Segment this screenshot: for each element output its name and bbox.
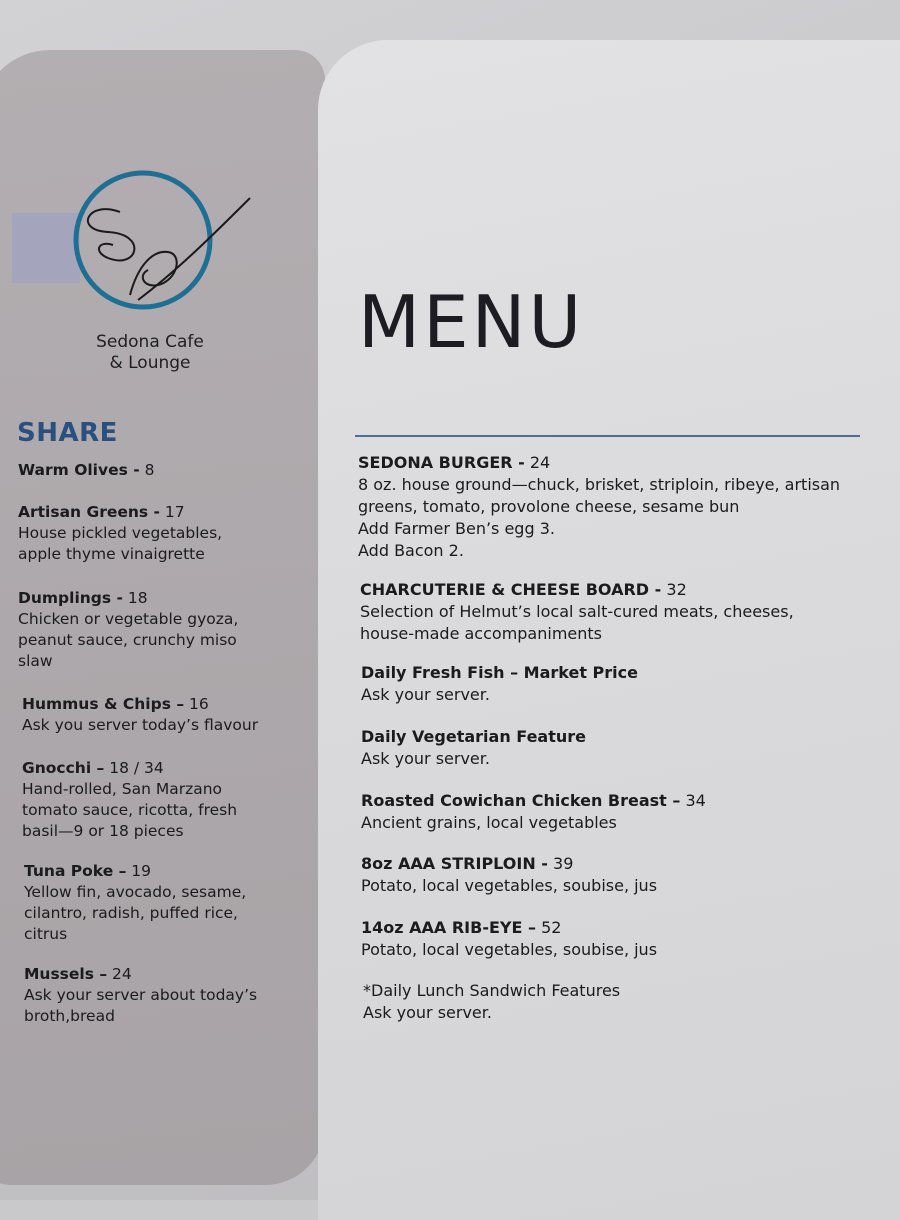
menu-item-heading xyxy=(18,502,222,523)
menu-item xyxy=(361,662,871,706)
menu-item-price: 34 xyxy=(680,791,706,810)
menu-item-heading xyxy=(361,853,871,875)
menu-item-price: 24 xyxy=(524,453,551,472)
menu-item-description: 8 oz. house ground—chuck, brisket, striploin, ribeye, artisan xyxy=(358,475,841,494)
menu-item-heading xyxy=(361,790,871,812)
menu-item xyxy=(22,694,258,736)
menu-item-description: slaw xyxy=(18,652,53,670)
menu-item-price: 16 xyxy=(184,695,209,713)
menu-item-description: Add Bacon 2. xyxy=(358,541,464,560)
menu-item-heading xyxy=(363,980,873,1002)
menu-item-price: 52 xyxy=(535,918,562,937)
menu-item-description: Ask your server about today’s xyxy=(24,986,258,1004)
sedona-logo-icon xyxy=(68,170,258,315)
menu-item-name: Hummus & Chips – xyxy=(22,695,185,713)
menu-item-description: Yellow fin, avocado, sesame, xyxy=(24,883,247,901)
menu-item xyxy=(361,726,871,770)
menu-item-description: tomato sauce, ricotta, fresh xyxy=(22,801,238,819)
menu-item-name: Dumplings - xyxy=(18,589,123,607)
menu-item xyxy=(18,588,238,672)
menu-item-name: Daily Vegetarian Feature xyxy=(361,727,586,746)
brand-line-1: Sedona Cafe xyxy=(96,332,204,352)
menu-item-heading xyxy=(22,758,237,779)
menu-item-name: SEDONA BURGER - xyxy=(358,453,525,472)
menu-item-heading xyxy=(18,588,238,609)
menu-item-heading xyxy=(361,726,871,748)
menu-item-name: 8oz AAA STRIPLOIN - xyxy=(361,854,548,873)
menu-item-description: cilantro, radish, puffed rice, xyxy=(24,904,238,922)
menu-item xyxy=(358,452,868,562)
menu-item xyxy=(24,861,246,945)
menu-item-name: CHARCUTERIE & CHEESE BOARD - xyxy=(360,580,662,599)
menu-item-description: citrus xyxy=(24,925,68,943)
menu-item-description: Ask your server. xyxy=(361,685,490,704)
menu-item-name: Roasted Cowichan Chicken Breast – xyxy=(361,791,681,810)
menu-item-name: Warm Olives - xyxy=(18,461,140,479)
menu-item-heading xyxy=(18,460,154,481)
menu-item-price: 39 xyxy=(547,854,574,873)
menu-item-price: 19 xyxy=(126,862,152,880)
menu-item xyxy=(361,790,871,834)
menu-item-description: Hand-rolled, San Marzano xyxy=(22,780,223,798)
menu-item-description: Ask your server. xyxy=(361,749,490,768)
menu-item-price: *Daily Lunch Sandwich Features xyxy=(363,981,621,1000)
menu-item xyxy=(18,502,222,565)
menu-item xyxy=(363,980,873,1024)
menu-item-description: Selection of Helmut’s local salt-cured meats, cheeses, xyxy=(360,602,794,621)
menu-item-price: 18 / 34 xyxy=(104,759,164,777)
menu-item-description: Ancient grains, local vegetables xyxy=(361,813,617,832)
menu-item-price: 24 xyxy=(107,965,132,983)
menu-item-description: Ask your server. xyxy=(363,1003,492,1022)
menu-item xyxy=(18,460,154,481)
menu-item-heading xyxy=(22,694,258,715)
menu-item-name: Mussels – xyxy=(24,965,108,983)
brand-line-2: & Lounge xyxy=(109,353,191,373)
menu-item-heading xyxy=(361,662,871,684)
menu-item-price: 18 xyxy=(122,589,148,607)
menu-item-heading xyxy=(360,579,870,601)
menu-item-heading xyxy=(24,861,246,882)
share-section-title: SHARE xyxy=(17,418,118,448)
menu-item-description: apple thyme vinaigrette xyxy=(18,545,205,563)
menu-item-description: Potato, local vegetables, soubise, jus xyxy=(361,940,658,959)
menu-item-heading xyxy=(358,452,868,474)
menu-item xyxy=(24,964,257,1027)
menu-item-description: Potato, local vegetables, soubise, jus xyxy=(361,876,658,895)
menu-item-description: Chicken or vegetable gyoza, xyxy=(18,610,239,628)
menu-item xyxy=(361,917,871,961)
menu-item-heading xyxy=(361,917,871,939)
menu-item xyxy=(22,758,237,842)
menu-item-description: peanut sauce, crunchy miso xyxy=(18,631,237,649)
menu-item-price: 32 xyxy=(661,580,687,599)
menu-item-price: 17 xyxy=(159,503,185,521)
menu-item-heading xyxy=(24,964,257,985)
menu-item-description: Ask you server today’s flavour xyxy=(22,716,259,734)
menu-item-description: Add Farmer Ben’s egg 3. xyxy=(358,519,555,538)
menu-item-name: Gnocchi – xyxy=(22,759,105,777)
menu-item-description: broth,bread xyxy=(24,1007,115,1025)
menu-item-description: basil—9 or 18 pieces xyxy=(22,822,184,840)
menu-item-name: Daily Fresh Fish – Market Price xyxy=(361,663,638,682)
menu-divider xyxy=(355,435,860,437)
menu-item-name: Artisan Greens - xyxy=(18,503,160,521)
menu-item-name: 14oz AAA RIB-EYE – xyxy=(361,918,536,937)
menu-item xyxy=(361,853,871,897)
menu-item-name: Tuna Poke – xyxy=(24,862,127,880)
menu-item-description: greens, tomato, provolone cheese, sesame bun xyxy=(358,497,740,516)
menu-title: MENU xyxy=(358,280,585,364)
brand-name xyxy=(70,332,230,374)
menu-item xyxy=(360,579,870,645)
menu-item-price: 8 xyxy=(139,461,155,479)
menu-item-description: House pickled vegetables, xyxy=(18,524,223,542)
menu-item-description: house-made accompaniments xyxy=(360,624,602,643)
